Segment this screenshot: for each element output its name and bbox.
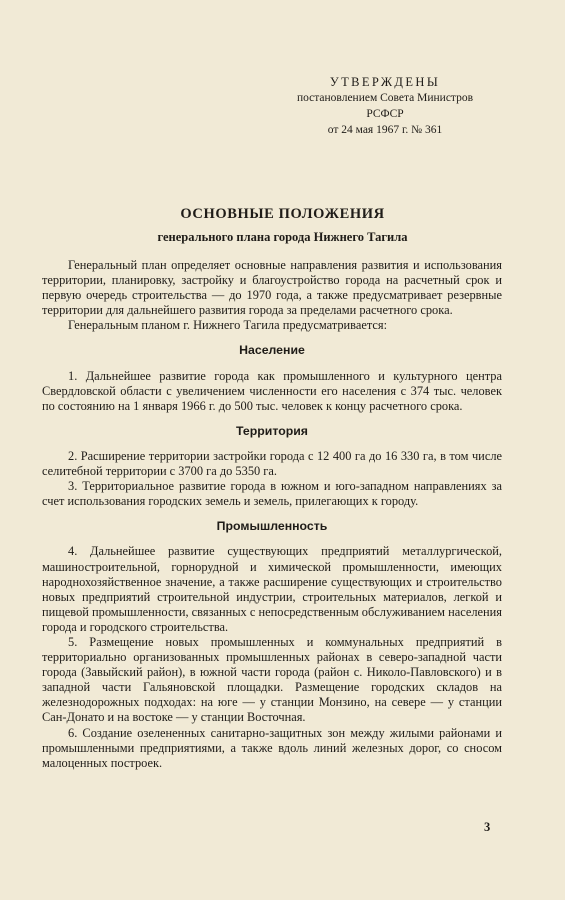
approval-stamp (270, 74, 500, 138)
approval-line: постановлением Совета Министров (296, 92, 474, 104)
document-title: ОСНОВНЫЕ ПОЛОЖЕНИЯ (180, 206, 385, 222)
approval-title: УТВЕРЖДЕНЫ (329, 75, 441, 89)
paragraph-5: 5. Размещение новых промышленных и коммунальных предприятий в территориально организованных промышленных районах в северо-западной части города (Завыйский район), в южной части города (район с. Николо-Павловского) и в западной части Гальяновской площадки. Размещение городских складов на железнодорожных подходах: на юге — у станции Монзино, на севере — у станции Сан-Донато и на востоке — у станции Восточная. (42, 634, 502, 725)
document-body (42, 258, 502, 771)
section-heading-territory: Территория (236, 423, 308, 438)
section-heading-population: Население (239, 343, 305, 358)
intro-paragraph: Генеральный план определяет основные направления развития и использования территории, планировку, застройку и благоустройство города на расчетный срок и первую очередь строительства — до 1970 года, а также предусматривает резервные территории для дальнейшего развития города за пределами расчетного срока. (42, 258, 502, 318)
paragraph-3: 3. Территориальное развитие города в южном и юго-западном направлениях за счет использования городских земель и земель, прилегающих к городу. (42, 479, 502, 509)
approval-date: от 24 мая 1967 г. № 361 (327, 124, 443, 136)
document-subtitle: генерального плана города Нижнего Тагила (157, 230, 408, 244)
approval-line: РСФСР (366, 108, 404, 120)
paragraph-2: 2. Расширение территории застройки города с 12 400 га до 16 330 га, в том числе селитебной территории с 3700 га до 5350 га. (42, 448, 502, 479)
intro-paragraph: Генеральным планом г. Нижнего Тагила предусматривается: (68, 318, 388, 333)
page-number: 3 (484, 820, 491, 834)
paragraph-4: 4. Дальнейшее развитие существующих предприятий металлургической, машиностроительной, горнорудной и химической промышленности, имеющих народнохозяйственное значение, а также расширение существующих и строительство новых предприятий строительной индустрии, строительных материалов, легкой и пищевой промышленности, связанных с непосредственным обслуживанием населения города и городского строительства. (42, 544, 502, 634)
paragraph-6: 6. Создание озелененных санитарно-защитных зон между жилыми районами и промышленными предприятиями, а также вдоль линий железных дорог, со сносом малоценных построек. (42, 725, 502, 770)
paragraph-1: 1. Дальнейшее развитие города как промышленного и культурного центра Свердловской области с увеличением численности его населения с 374 тыс. человек по состоянию на 1 января 1966 г. до 500 тыс. человек к концу расчетного срока. (42, 368, 502, 413)
section-heading-industry: Промышленность (216, 519, 328, 534)
